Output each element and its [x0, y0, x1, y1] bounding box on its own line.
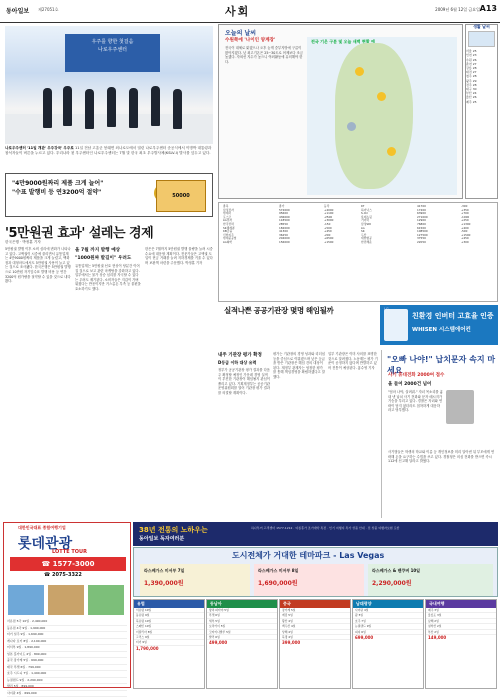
list-item[interactable]: 상해 4일 — [280, 630, 350, 635]
list-item[interactable]: 계림 5일 — [280, 613, 350, 618]
person-figure — [107, 87, 116, 127]
market-cell: 종목 — [223, 205, 237, 209]
market-cell: 37550 — [417, 237, 428, 241]
list-item[interactable]: 피지 6일 — [353, 630, 423, 635]
city-temp: 인천 23 — [466, 53, 497, 57]
list-item[interactable]: 뉴질랜드 9일 — [353, 624, 423, 629]
market-column-change — [324, 205, 333, 245]
weather-sidebar — [465, 24, 498, 199]
market-cell: +1500 — [461, 234, 470, 238]
travel-grid — [133, 599, 498, 689]
las-vegas-ad[interactable] — [133, 547, 498, 597]
market-cell: +450 — [461, 237, 470, 241]
package-price: 1,690,000원 — [258, 578, 298, 587]
package-label: 라스베가스 미서부 8일 — [258, 568, 298, 574]
city-temp: 강릉 28 — [466, 66, 497, 70]
weather-sidebar-title: 생활 날씨 — [466, 25, 497, 29]
market-cell: 572000 — [279, 209, 290, 213]
list-item[interactable]: 동유럽 9일 — [134, 613, 204, 618]
main-headline: '5만원권 효과' 설레는 경제 — [5, 222, 213, 241]
caption-body: 11일 전남 고흥군 봉래면 외나로도에서 열린 나로우주센터 준공식에서 이명박 대통령과 참석자들이 버튼을 누르고 있다. 우리나라 첫 우주센터인 나로우주센터는 7월 말 한국 최초 우주발사체(KSLV-I) 발사를 앞두고 있다. — [5, 146, 211, 155]
story2-column-1: 정부가 공공기관장 평가 결과를 다음 주 확정할 예정인 가운데 경영 실적이 부진한 기관장이 해임될지 관심이 쏠리고 있다. 기획재정부는 공공기관 운영위원회를 열어 기관장 평가 결과를 의결할 계획이다. — [218, 368, 270, 518]
market-column-name — [223, 205, 237, 245]
main-subhead-1: 올 7월 까지 발행 예상 — [75, 247, 120, 253]
city-temp: 춘천 27 — [466, 62, 497, 66]
lotte-tour-ad[interactable] — [3, 522, 131, 688]
whisen-ad-line2: WHISEN 시스템에어컨 — [412, 325, 471, 333]
market-cell: 63900 — [417, 212, 428, 216]
issue-number: 제27051호 — [38, 7, 58, 13]
lotte-name: 롯데관광 — [18, 533, 72, 553]
cloud-icon — [347, 122, 356, 131]
scam-story-column-2: 사기범들은 학생의 학교와 이름 등 개인정보를 미리 알아낸 뒤 부모에게 연락해 돈을 요구하는 수법을 쓰고 있다. 경찰청은 의심 전화를 받으면 즉시 112에 신고해 달라고 밝혔다. — [388, 450, 496, 515]
market-cell: +350 — [461, 209, 470, 213]
market-cell: 118500 — [279, 219, 290, 223]
package-price: 1,390,000원 — [144, 578, 184, 587]
market-cell: +500 — [324, 227, 333, 231]
hana-banner-line1: 38년 전통의 노하우는 — [139, 525, 208, 535]
market-cell: S-Oil — [361, 212, 372, 216]
weather-sidebar-chart — [468, 31, 495, 47]
market-cell: 436000 — [279, 216, 290, 220]
list-item[interactable]: 호주 시드니 7일 · 1,490,000 — [7, 671, 127, 678]
market-cell: -300 — [461, 205, 470, 209]
hana-banner-line2: 동아일보 독자여러분 — [139, 535, 184, 542]
main-column-2: 유통업계는 5만원권 선호 현상이 당분간 이어질 것으로 보고 관련 마케팅을 강화하고 있다. 일부에서는 물가 상승 심리를 자극할 수 있다는 우려도 제기된다. 소비자들은 지갑이 가벼워졌다는 반응이지만 거스름돈 부족 등 불편을 호소하기도 했다. — [75, 264, 141, 517]
person-figure — [129, 88, 138, 128]
market-cell: 22050 — [417, 241, 428, 245]
person-figure — [173, 89, 182, 129]
city-temp: 전주 28 — [466, 83, 497, 87]
market-cell: 28550 — [279, 223, 290, 227]
list-item[interactable]: 남해 2일 — [426, 619, 496, 624]
section-title: 사회 — [225, 3, 250, 19]
market-cell: 17200 — [417, 209, 428, 213]
weather-panel — [218, 24, 463, 199]
market-cell: 롯데쇼핑 — [361, 216, 372, 220]
market-cell: KT — [361, 205, 372, 209]
hana-banner-details: 하나투어 고객센터 1577-1212 · 여름휴가 조기예약 특전 · 인기 여행지 특가 상품 안내 · 전 상품 여행자보험 포함 — [251, 526, 491, 530]
travel-category-box[interactable] — [133, 599, 205, 689]
list-item[interactable]: 사이판 4일 — [353, 608, 423, 613]
city-temp: 울산 26 — [466, 95, 497, 99]
market-cell: 36250 — [279, 234, 290, 238]
market-cell: -1000 — [461, 216, 470, 220]
market-cell: 95600 — [279, 212, 290, 216]
travel-category-price: 149,000 — [426, 635, 496, 640]
hana-tour-banner[interactable] — [133, 522, 498, 546]
destination-photo — [8, 585, 44, 615]
market-cell: 신한지주 — [223, 234, 237, 238]
market-cell: +250 — [461, 219, 470, 223]
market-cell: 108500 — [417, 230, 428, 234]
travel-category-price: 499,000 — [207, 640, 277, 645]
market-cell: 127500 — [417, 234, 428, 238]
right-story-headline: 실적나쁜 공공기관장 몇명 해임될까 — [224, 305, 333, 316]
photo-caption — [5, 146, 213, 156]
scam-story-column-1: "엄마 나야, 살려줘." 자녀 목소리를 흉내 낸 납치 사기 전화와 문자 메시지가 기승을 부리고 있다. 경찰은 자녀와 연락이 닿지 않더라도 침착하게 대응하라고 당부했다. — [388, 390, 443, 515]
page-number: A13 — [480, 4, 497, 13]
city-temp: 광주 29 — [466, 79, 497, 83]
market-column-change — [461, 205, 470, 245]
travel-category-box[interactable] — [206, 599, 278, 689]
market-cell: 41300 — [279, 230, 290, 234]
market-cell: +6500 — [324, 237, 333, 241]
list-item[interactable]: 황산 4일 — [280, 619, 350, 624]
travel-category-box[interactable] — [425, 599, 497, 689]
market-column-price — [279, 205, 290, 245]
market-cell: 삼성SDI — [361, 223, 372, 227]
market-cell: 41700 — [417, 205, 428, 209]
sun-icon — [377, 92, 386, 101]
scam-story-sub2: 올 들어 2000건 넘어 — [388, 381, 431, 387]
scam-story — [381, 350, 499, 518]
list-item[interactable]: 동유럽 4국 9일 · 1,990,000 — [7, 626, 127, 633]
market-cell: 61500 — [417, 227, 428, 231]
korea-landmass — [335, 43, 413, 189]
market-cell: 삼성전자 — [223, 209, 237, 213]
quote-line1: "4만9000원짜리 제품 크게 늘어" — [12, 178, 103, 187]
market-cell: +450 — [324, 230, 333, 234]
banknote-badge: 50000 — [156, 180, 206, 212]
list-item[interactable]: 서유럽 5국 10일 · 2,490,000 — [7, 619, 127, 626]
weather-title: 오늘의 날씨 — [225, 28, 256, 37]
market-cell: +300 — [461, 241, 470, 245]
weather-today-head: 수원쪽에 '나이인 양계장' — [225, 37, 275, 43]
market-cell: SK텔레콤 — [223, 227, 237, 231]
main-column-3: 한은은 7월까지 5만원권 발행 물량을 늘려 시중 수요에 대응할 계획이다. 전문가들은 고액권 도입이 현금 거래를 늘려 지하경제를 키울 수 있다며 보완책 마련을 주문했다. 박정훈 기자 — [145, 247, 213, 517]
market-cell: +4000 — [324, 209, 333, 213]
travel-category-box[interactable] — [352, 599, 424, 689]
market-cell: 한진해운 — [361, 241, 372, 245]
destination-photo — [88, 585, 124, 615]
list-item[interactable]: 푸껫 6일 — [207, 613, 277, 618]
whisen-ad-line1: 친환경 인버터 고효율 인증 — [412, 311, 494, 321]
market-cell: 156000 — [279, 241, 290, 245]
market-cell: LG전자 — [223, 219, 237, 223]
right-story — [218, 300, 378, 345]
package-price: 2,290,000원 — [372, 578, 412, 587]
travel-category-price: 699,000 — [353, 635, 423, 640]
lotte-phone-secondary[interactable]: ☎ 2075-3322 — [44, 572, 82, 578]
list-item[interactable]: 터키 일주 9일 · 1,690,000 — [7, 632, 127, 639]
list-item[interactable]: 장가계 5일 — [280, 608, 350, 613]
story2-sub: D등급 이하 대상 유력 — [218, 360, 256, 366]
market-cell: +400 — [461, 227, 470, 231]
paper-name: 동아일보 — [6, 6, 29, 15]
story2-column-2: 평가는 기관장의 경영 성과와 리더십 등을 중심으로 이뤄졌으며 낮은 등급을 받은 기관장은 해임 건의 대상이 된다. 재정부 관계자는 엄정한 평가를 통해 책임경영을 확립하겠다고 말했다. — [273, 352, 325, 518]
market-cell: +1100 — [324, 212, 333, 216]
market-cell: 대한항공 — [361, 237, 372, 241]
main-byline: 한국은행 · 박정훈 기자 — [5, 240, 41, 245]
list-item[interactable]: 그리스 9일 — [134, 635, 204, 640]
person-figure — [43, 88, 52, 128]
lotte-tagline: 대한민국대표 종합여행기업 — [18, 525, 66, 531]
package-card[interactable] — [140, 564, 250, 596]
city-temp: 부산 24 — [466, 91, 497, 95]
market-cell: KB금융 — [223, 230, 237, 234]
list-item[interactable]: 사이판 4일 · 699,000 — [7, 691, 127, 697]
travel-category-title: 중국 — [280, 600, 350, 608]
photo-banner — [65, 34, 160, 72]
market-cell: 182000 — [279, 227, 290, 231]
list-item[interactable]: 설악산 2일 — [426, 624, 496, 629]
lotte-english-name: LOTTE TOUR — [52, 549, 87, 555]
reporter-photo — [446, 390, 474, 424]
market-cell: 기아차 — [361, 219, 372, 223]
travel-category-title: 동남아 — [207, 600, 277, 608]
travel-category-title: 유럽 — [134, 600, 204, 608]
list-item[interactable]: 이탈리아 8일 — [134, 630, 204, 635]
story2-head: 내주 기관장 평가 확정 — [218, 352, 262, 358]
package-label: 라스베가스 & 밴쿠버 10일 — [372, 568, 420, 574]
market-table — [218, 202, 498, 302]
list-item[interactable]: 북경 4일 — [280, 635, 350, 640]
market-cell: 12900 — [417, 219, 428, 223]
las-vegas-headline: 도시전체가 거대한 테마파크 - Las Vegas — [232, 550, 384, 561]
city-temp: 수원 26 — [466, 58, 497, 62]
masthead — [0, 0, 500, 23]
list-item[interactable]: 보라카이 5일 — [207, 624, 277, 629]
market-cell: 한국전력 — [223, 223, 237, 227]
weather-map-title: 전국 기온 구분 및 오늘 새벽 현황 예 — [311, 39, 375, 45]
quote-line2: "수표 발행비 등 연3200억 절약" — [12, 187, 101, 196]
destination-photo — [48, 585, 84, 615]
market-cell: -200 — [324, 234, 333, 238]
list-item[interactable]: 울릉도 3일 — [426, 613, 496, 618]
market-cell: LG화학 — [223, 241, 237, 245]
main-column-1: 5만원권 발행 이후 소비 심리에 변화가 나타나고 있다. 고액권이 시중에 풀리면서 유통업계는 4만9000원짜리 제품을 크게 늘렸고, 백화점과 대형마트에서도 5만원권 사용이 늘고 있는 것으로 조사됐다. 한국은행은 5만원권 발행으로 10만원 자기앞수표 발행 비용 등 연간 3200억 원가량을 절약할 수 있을 것으로 내다봤다. — [5, 247, 71, 517]
package-card[interactable] — [368, 564, 493, 596]
market-cell: SK — [361, 230, 372, 234]
market-cell: 종가 — [279, 205, 290, 209]
sun-icon — [387, 147, 396, 156]
list-item[interactable]: 발리 6일 — [207, 635, 277, 640]
city-temp: 서울 25 — [466, 49, 497, 53]
market-cell: -2500 — [324, 216, 333, 220]
market-cell: 하이닉스 — [361, 209, 372, 213]
market-cell: 271000 — [417, 216, 428, 220]
list-item[interactable]: 미서부 9일 · 1,890,000 — [7, 645, 127, 652]
lead-photo — [5, 26, 213, 144]
market-cell: LG — [361, 227, 372, 231]
caption-head: 나로우주센터 '11일 개관' 우주강국' 우주로 — [5, 146, 74, 150]
quote-box — [5, 173, 213, 217]
city-temp: 대전 27 — [466, 70, 497, 74]
market-cell: +700 — [461, 212, 470, 216]
story2-column-3: 일부 기관장은 이미 사의를 표명한 것으로 알려졌다. 노동계는 평가 기준이 공정하지 않다며 반발하고 있어 진통이 예상된다. 홍수영 기자 — [328, 352, 378, 518]
person-figure — [85, 89, 94, 129]
sun-icon — [355, 67, 364, 76]
market-cell: +1500 — [324, 241, 333, 245]
person-figure — [151, 86, 160, 126]
list-item[interactable]: 백두산 4일 — [280, 624, 350, 629]
travel-category-price: 399,000 — [280, 640, 350, 645]
market-cell: -150 — [324, 223, 333, 227]
list-item[interactable]: 중국 장가계 5일 · 699,000 — [7, 658, 127, 665]
list-item[interactable]: 코타키나발루 5일 — [207, 630, 277, 635]
market-column-price — [417, 205, 428, 245]
list-item[interactable]: 일본 홋카이도 4일 · 899,000 — [7, 652, 127, 659]
list-item[interactable]: 북유럽 10일 — [134, 619, 204, 624]
issue-date: 2009년 6월 12일 금요일 — [435, 7, 480, 13]
main-subhead-2: "1000원짜 발길이" 우려도 — [75, 255, 131, 261]
list-item[interactable]: 세부 5일 — [207, 619, 277, 624]
travel-category-title: 국내여행 — [426, 600, 496, 608]
list-item[interactable]: 태국 푸껫 6일 · 799,000 — [7, 665, 127, 672]
list-item[interactable]: 제주 3일 — [426, 608, 496, 613]
photo-banner-line1: 우주를 향한 첫걸음 — [65, 38, 160, 46]
market-cell: +3000 — [324, 219, 333, 223]
market-cell: 204000 — [279, 237, 290, 241]
travel-category-price: 1,790,000 — [134, 646, 204, 651]
air-conditioner-icon — [384, 309, 408, 341]
market-cell: 현대중공업 — [223, 237, 237, 241]
market-cell: 두산 — [361, 234, 372, 238]
list-item[interactable]: 발리 5일 · 899,000 — [7, 684, 127, 691]
lotte-phone-primary[interactable]: ☎ 1577-3000 — [10, 557, 126, 571]
photo-banner-line2: 나로우주센터 — [65, 46, 160, 54]
market-column-name — [361, 205, 372, 245]
market-cell: +1300 — [461, 223, 470, 227]
list-item[interactable]: 뉴질랜드 9일 · 2,290,000 — [7, 678, 127, 685]
market-cell: 등락 — [324, 205, 333, 209]
city-temp: 청주 28 — [466, 74, 497, 78]
travel-category-title: 남태평양 — [353, 600, 423, 608]
market-cell: 현대차 — [223, 212, 237, 216]
market-cell: 포스코 — [223, 216, 237, 220]
list-item[interactable]: 서유럽 10일 — [134, 608, 204, 613]
package-card[interactable] — [254, 564, 364, 596]
list-item[interactable]: 터키 9일 — [134, 640, 204, 645]
list-item[interactable]: 방콕 파타야 5일 — [207, 608, 277, 613]
lotte-product-list — [7, 619, 127, 697]
list-item[interactable]: 캐나다 로키 8일 · 2,190,000 — [7, 639, 127, 646]
city-temp: 제주 25 — [466, 100, 497, 104]
scam-story-headline: "오빠 나야!" 납치문자 속지 마세요 — [387, 354, 499, 376]
list-item[interactable]: 괌 5일 — [353, 613, 423, 618]
scam-story-sub: 사기 휴대전화 2000여 접수 — [388, 372, 444, 378]
weather-map — [307, 37, 457, 195]
weather-text: 전국이 대체로 맑겠으나 오후 늦게 중부지방에 구름이 많아지겠다. 낮 최고기온은 25~30도로 어제보다 조금 높겠다. 자외선 지수가 높으니 야외활동에 유의해야 한다. — [225, 46, 305, 64]
list-item[interactable]: 스페인 10일 — [134, 624, 204, 629]
whisen-ad[interactable] — [380, 305, 498, 345]
list-item[interactable]: 호주 7일 — [353, 619, 423, 624]
market-cell: -500 — [461, 230, 470, 234]
list-item[interactable]: 부산 2일 — [426, 630, 496, 635]
person-figure — [63, 86, 72, 126]
package-label: 라스베가스 미서부 7일 — [144, 568, 184, 574]
market-cell: 76800 — [417, 223, 428, 227]
city-temp: 대구 30 — [466, 87, 497, 91]
travel-category-box[interactable] — [279, 599, 351, 689]
